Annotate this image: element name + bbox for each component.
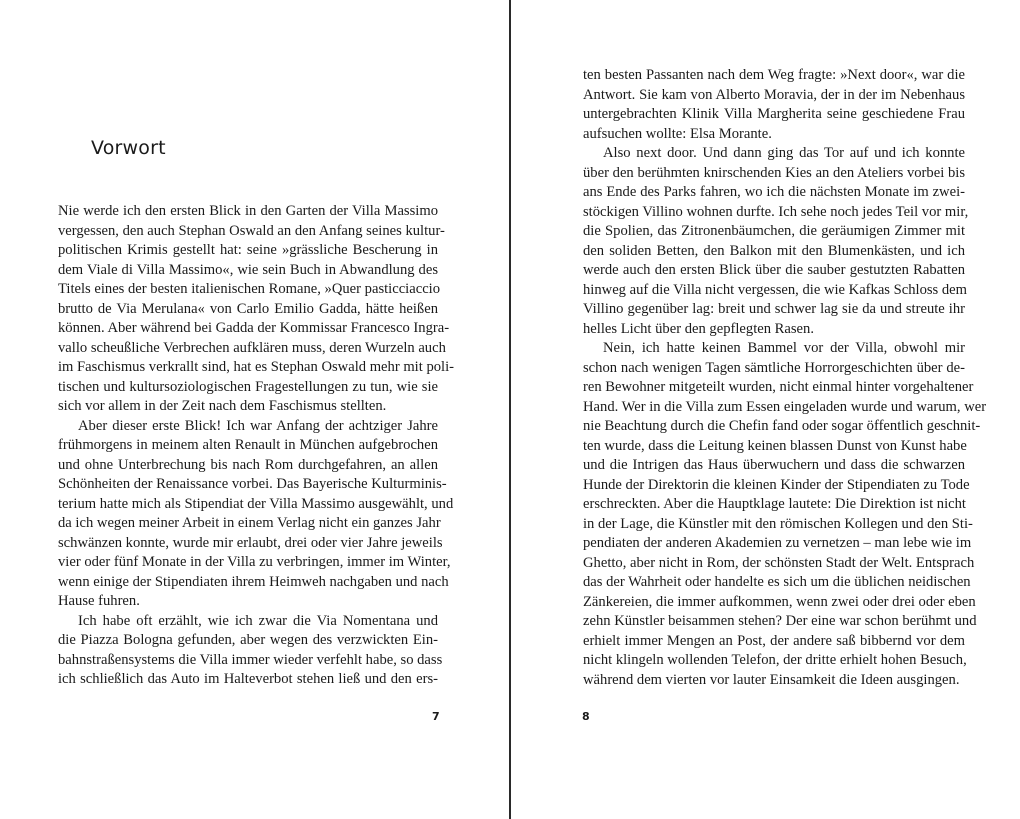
left-page-body-text: [58, 202, 455, 690]
text-line: Schönheiten der Renaissance vorbei. Das Bayerische Kulturminis-: [58, 476, 447, 492]
right-page: [511, 0, 1020, 819]
text-line: Nie werde ich den ersten Blick in den Garten der Villa Massimo: [58, 203, 438, 219]
text-line: sich vor allem in der Zeit nach dem Faschismus stellten.: [58, 398, 387, 414]
text-line: politischen Krimis gestellt hat: seine »grässliche Bescherung in: [58, 242, 438, 258]
text-line: über den berühmten knirschenden Kies an den Ateliers vorbei bis: [583, 164, 965, 181]
text-line: Hand. Wer in die Villa zum Essen eingeladen wurde und warum, wer: [583, 398, 987, 415]
text-line: vergessen, den auch Stephan Oswald an den Anfang seines kultur-: [58, 222, 445, 239]
text-line: aufsuchen wollte: Elsa Morante.: [583, 125, 772, 142]
text-line: können. Aber während bei Gadda der Kommissar Francesco Ingra-: [58, 320, 450, 336]
text-line: Ich habe oft erzählt, wie ich zwar die Via Nomentana und: [78, 612, 438, 629]
left-page: [0, 0, 509, 819]
text-line: Hunde der Direktorin die kleinen Kinder der Stipendiaten zu Tode: [583, 476, 970, 493]
chapter-title: Vorwort: [91, 137, 166, 159]
text-line: Ghetto, aber nicht in Rom, der schönsten Stadt der Welt. Entsprach: [583, 554, 975, 571]
text-line: erhielt immer Mengen an Post, der andere saß bibbernd vor dem: [583, 632, 965, 649]
text-line: in der Lage, die Künstler mit den römischen Kollegen und den Sti-: [583, 515, 973, 532]
text-line: bahnstraßensystems die Villa immer wieder verfehlt habe, so dass: [58, 651, 443, 668]
text-line: hinweg auf die Villa nicht vergessen, die wie Kafkas Schloss dem: [583, 281, 968, 298]
text-line: vier oder fünf Monate in der Villa zu verbringen, immer im Winter,: [58, 554, 451, 570]
text-line: ren Bewohner mitgeteilt wurden, nicht einmal hinter vorgehaltener: [583, 379, 974, 395]
text-line: und die Intrigen das Haus überwuchern und dass die schwarzen: [583, 457, 965, 473]
text-line: das der Wahrheit oder handelte es sich um die üblichen neidischen: [583, 574, 971, 590]
text-line: Zänkereien, die immer aufkommen, wenn zwei oder drei oder eben: [583, 593, 976, 610]
text-line: schon nach wenigen Tagen sämtliche Horrorgeschichten über de-: [583, 359, 965, 376]
text-line: schwänzen konnte, wurde mir erlaubt, drei oder vier Jahre jeweils: [58, 534, 443, 551]
text-line: helles Licht über den gepflegten Rasen.: [583, 320, 814, 337]
text-line: ans Ende des Parks fahren, wo ich die nächsten Monate im zwei-: [583, 184, 965, 200]
text-line: Aber dieser erste Blick! Ich war Anfang der achtziger Jahre: [78, 417, 438, 434]
text-line: brutto de Via Merulana« von Carlo Emilio Gadda, hätte heißen: [58, 300, 438, 317]
text-line: Also next door. Und dann ging das Tor auf und ich konnte: [603, 145, 965, 161]
text-line: die Piazza Bologna gefunden, aber wegen des verzwickten Ein-: [58, 632, 438, 648]
page-number-left: 7: [432, 710, 440, 723]
text-line: da ich wegen meiner Arbeit in einem Verlag nicht ein ganzes Jahr: [58, 515, 441, 531]
text-line: zehn Künstler beisammen stehen? Der eine war schon berühmt und: [583, 613, 977, 629]
text-line: nie Beachtung durch die Chefin fand oder sogar öffentlich geschnit-: [583, 418, 981, 434]
text-line: Hause fuhren.: [58, 593, 140, 609]
text-line: im Faschismus verkrallt sind, hat es Stephan Oswald mehr mit poli-: [58, 359, 455, 375]
text-line: Nein, ich hatte keinen Bammel vor der Villa, obwohl mir: [603, 340, 965, 356]
text-line: stöckigen Villino wohnen durfte. Ich sehe noch jedes Teil vor mir,: [583, 203, 969, 220]
text-line: nicht klingeln wollenden Telefon, der dritte erhielt hohen Besuch,: [583, 652, 967, 668]
text-line: Villino gegenüber lag: breit und schwer lag sie da und streute ihr: [583, 301, 965, 317]
page-number-right: 8: [582, 710, 590, 723]
text-line: terium hatte mich als Stipendiat der Villa Massimo ausgewählt, und: [58, 495, 454, 512]
text-line: und ohne Unterbrechung bis nach Rom durchgefahren, an allen: [58, 456, 438, 473]
text-line: vallo scheußliche Verbrechen aufklären muss, deren Wurzeln auch: [58, 339, 446, 356]
text-line: Antwort. Sie kam von Alberto Moravia, der in der im Nebenhaus: [583, 86, 965, 103]
text-line: ich schließlich das Auto im Halteverbot stehen ließ und den ers-: [58, 671, 438, 687]
text-line: werde auch den ersten Blick über die sauber gestutzten Rabatten: [583, 262, 965, 278]
text-line: pendiaten der anderen Akademien zu vernetzen – man lebe wie im: [583, 535, 972, 551]
text-line: die Spolien, das Zitronenbäumchen, die geräumigen Zimmer mit: [583, 223, 965, 239]
text-line: während dem vierten vor lauter Einsamkeit die Ideen ausgingen.: [583, 671, 960, 688]
text-line: den soliden Betten, den Balkon mit den Blumenkästen, und ich: [583, 242, 965, 259]
right-page-body-text: [583, 66, 987, 690]
text-line: Titels eines der besten italienischen Romane, »Quer pasticciaccio: [58, 281, 441, 297]
text-line: frühmorgens in meinem alten Renault in München aufgebrochen: [58, 437, 438, 453]
text-line: wenn einige der Stipendiaten ihrem Heimweh nachgaben und nach: [58, 573, 449, 590]
text-line: erschreckten. Aber die Hauptklage lautete: Die Direktion ist nicht: [583, 496, 966, 512]
text-line: tischen und kultursoziologischen Fragestellungen zu tun, wie sie: [58, 378, 438, 395]
text-line: ten wurde, dass die Leitung keinen blassen Dunst von Kunst habe: [583, 437, 967, 454]
text-line: dem Viale di Villa Massimo«, wie sein Buch in Abwandlung des: [58, 261, 438, 278]
text-line: untergebrachten Klinik Villa Margherita seine geschiedene Frau: [583, 106, 965, 122]
text-line: ten besten Passanten nach dem Weg fragte: »Next door«, war die: [583, 67, 965, 83]
